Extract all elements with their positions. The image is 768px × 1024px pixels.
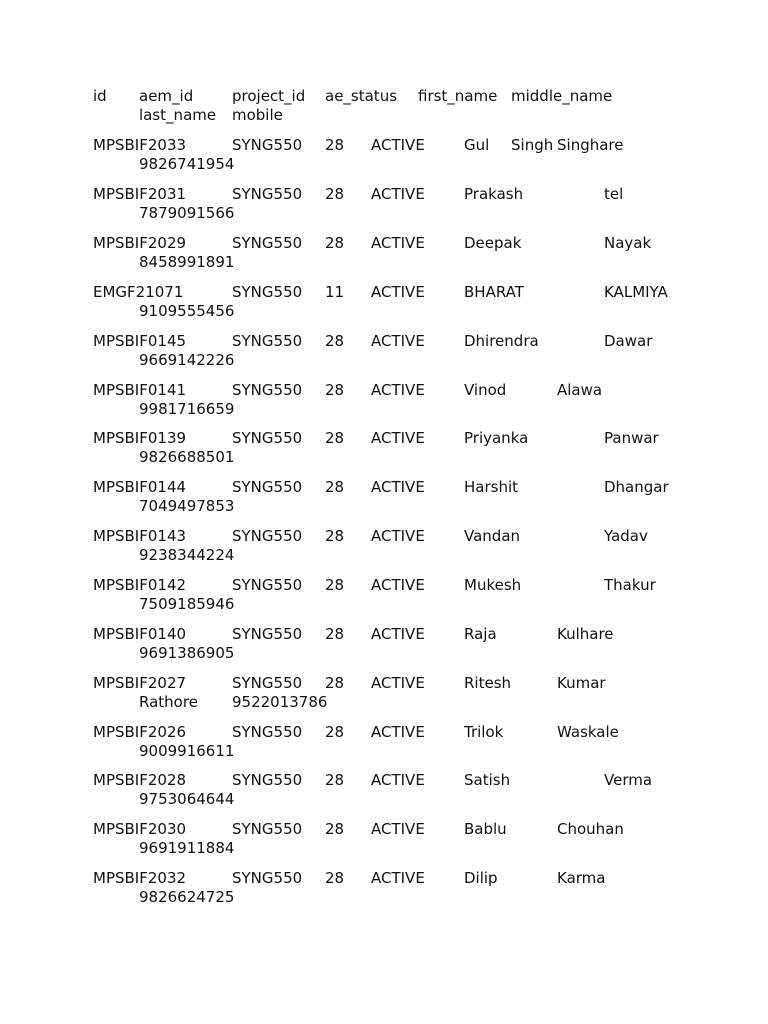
record-last-name: Dhangar	[604, 478, 669, 496]
record-id: MPSBIF0144	[93, 478, 187, 496]
record-first-name: Dilip	[464, 869, 498, 887]
record-first-name: Ritesh	[464, 674, 512, 692]
record-aem-id: SYNG550	[232, 820, 303, 838]
record-ae-status: ACTIVE	[371, 527, 425, 545]
header-aem-id: aem_id	[139, 87, 194, 105]
record-row	[93, 332, 753, 372]
record-project-id: 28	[325, 723, 345, 741]
record-project-id: 28	[325, 869, 345, 887]
record-ae-status: ACTIVE	[371, 478, 425, 496]
record-aem-id: SYNG550	[232, 625, 303, 643]
record-last-name: Thakur	[604, 576, 656, 594]
record-first-name: Prakash	[464, 185, 524, 203]
record-id: MPSBIF2033	[93, 136, 187, 154]
record-last-name: tel	[604, 185, 624, 203]
record-id: MPSBIF0142	[93, 576, 187, 594]
record-project-id: 11	[325, 283, 345, 301]
record-ae-status: ACTIVE	[371, 381, 425, 399]
record-project-id: 28	[325, 820, 345, 838]
record-id: EMGF21071	[93, 283, 184, 301]
record-id: MPSBIF0139	[93, 429, 187, 447]
record-ae-status: ACTIVE	[371, 283, 425, 301]
record-ae-status: ACTIVE	[371, 185, 425, 203]
record-ae-status: ACTIVE	[371, 234, 425, 252]
record-aem-id: SYNG550	[232, 771, 303, 789]
record-aem-id: SYNG550	[232, 674, 303, 692]
record-ae-status: ACTIVE	[371, 674, 425, 692]
record-first-name: Mukesh	[464, 576, 522, 594]
record-row	[93, 576, 753, 616]
record-first-name: Vandan	[464, 527, 521, 545]
record-mobile: 9669142226	[139, 351, 235, 369]
header-ae-status: ae_status	[325, 87, 398, 105]
record-middle-name: Alawa	[557, 381, 603, 399]
record-ae-status: ACTIVE	[371, 723, 425, 741]
record-last-name: KALMIYA	[604, 283, 668, 301]
record-project-id: 28	[325, 185, 345, 203]
record-last-name: Singhare	[557, 136, 624, 154]
record-project-id: 28	[325, 234, 345, 252]
record-aem-id: SYNG550	[232, 527, 303, 545]
record-row	[93, 723, 753, 763]
record-mobile: 7509185946	[139, 595, 235, 613]
record-first-name: Harshit	[464, 478, 519, 496]
record-aem-id: SYNG550	[232, 478, 303, 496]
header-row	[93, 87, 753, 127]
record-project-id: 28	[325, 381, 345, 399]
record-row	[93, 820, 753, 860]
record-last-name: Verma	[604, 771, 653, 789]
record-row	[93, 625, 753, 665]
record-mobile: 9238344224	[139, 546, 235, 564]
header-project-id: project_id	[232, 87, 306, 105]
record-row	[93, 478, 753, 518]
record-last-name: Dawar	[604, 332, 653, 350]
record-middle-name: Singh	[511, 136, 554, 154]
record-middle-name: Karma	[557, 869, 606, 887]
record-middle-name: Chouhan	[557, 820, 624, 838]
record-first-name: Gul	[464, 136, 490, 154]
record-mobile: 9109555456	[139, 302, 235, 320]
record-row	[93, 429, 753, 469]
record-first-name: Bablu	[464, 820, 507, 838]
record-middle-name: Kumar	[557, 674, 606, 692]
record-mobile: 7049497853	[139, 497, 235, 515]
record-first-name: Deepak	[464, 234, 522, 252]
header-id: id	[93, 87, 107, 105]
record-last-name: Panwar	[604, 429, 659, 447]
record-aem-id: SYNG550	[232, 185, 303, 203]
record-id: MPSBIF2026	[93, 723, 187, 741]
record-mobile: 9691386905	[139, 644, 235, 662]
record-aem-id: SYNG550	[232, 576, 303, 594]
record-project-id: 28	[325, 674, 345, 692]
record-ae-status: ACTIVE	[371, 771, 425, 789]
record-id: MPSBIF2030	[93, 820, 187, 838]
record-aem-id: SYNG550	[232, 429, 303, 447]
record-first-name: BHARAT	[464, 283, 524, 301]
record-mobile: 9826688501	[139, 448, 235, 466]
record-row	[93, 771, 753, 811]
record-mobile: 9826624725	[139, 888, 235, 906]
record-mobile: 9522013786	[232, 693, 328, 711]
record-aem-id: SYNG550	[232, 136, 303, 154]
record-row	[93, 527, 753, 567]
record-first-name: Dhirendra	[464, 332, 539, 350]
record-last-name: Yadav	[604, 527, 648, 545]
record-first-name: Satish	[464, 771, 511, 789]
record-ae-status: ACTIVE	[371, 869, 425, 887]
record-row	[93, 869, 753, 909]
record-ae-status: ACTIVE	[371, 332, 425, 350]
record-id: MPSBIF2028	[93, 771, 187, 789]
record-aem-id: SYNG550	[232, 381, 303, 399]
record-first-name: Trilok	[464, 723, 504, 741]
record-row	[93, 381, 753, 421]
record-ae-status: ACTIVE	[371, 429, 425, 447]
record-mobile: 9981716659	[139, 400, 235, 418]
record-mobile: 8458991891	[139, 253, 235, 271]
record-project-id: 28	[325, 527, 345, 545]
record-row	[93, 234, 753, 274]
record-row	[93, 283, 753, 323]
record-mobile: 9009916611	[139, 742, 235, 760]
record-project-id: 28	[325, 771, 345, 789]
record-mobile: 9753064644	[139, 790, 235, 808]
record-ae-status: ACTIVE	[371, 576, 425, 594]
record-mobile: 7879091566	[139, 204, 235, 222]
record-id: MPSBIF2027	[93, 674, 187, 692]
record-middle-name: Waskale	[557, 723, 619, 741]
header-first-name: first_name	[418, 87, 498, 105]
record-ae-status: ACTIVE	[371, 820, 425, 838]
record-id: MPSBIF0143	[93, 527, 187, 545]
record-last-name: Rathore	[139, 693, 198, 711]
record-aem-id: SYNG550	[232, 723, 303, 741]
record-mobile: 9826741954	[139, 155, 235, 173]
header-middle-name: middle_name	[511, 87, 613, 105]
record-project-id: 28	[325, 478, 345, 496]
record-ae-status: ACTIVE	[371, 136, 425, 154]
record-row	[93, 185, 753, 225]
record-project-id: 28	[325, 332, 345, 350]
record-id: MPSBIF0140	[93, 625, 187, 643]
record-aem-id: SYNG550	[232, 283, 303, 301]
record-last-name: Nayak	[604, 234, 652, 252]
record-middle-name: Kulhare	[557, 625, 614, 643]
record-aem-id: SYNG550	[232, 332, 303, 350]
record-project-id: 28	[325, 576, 345, 594]
header-mobile: mobile	[232, 106, 283, 124]
record-first-name: Priyanka	[464, 429, 529, 447]
record-id: MPSBIF2029	[93, 234, 187, 252]
record-id: MPSBIF0145	[93, 332, 187, 350]
record-mobile: 9691911884	[139, 839, 235, 857]
record-project-id: 28	[325, 429, 345, 447]
record-id: MPSBIF2031	[93, 185, 187, 203]
record-first-name: Raja	[464, 625, 497, 643]
record-ae-status: ACTIVE	[371, 625, 425, 643]
record-project-id: 28	[325, 136, 345, 154]
record-first-name: Vinod	[464, 381, 507, 399]
record-row	[93, 136, 753, 176]
record-aem-id: SYNG550	[232, 869, 303, 887]
record-id: MPSBIF2032	[93, 869, 187, 887]
record-id: MPSBIF0141	[93, 381, 187, 399]
header-last-name: last_name	[139, 106, 217, 124]
record-row	[93, 674, 753, 714]
record-aem-id: SYNG550	[232, 234, 303, 252]
record-project-id: 28	[325, 625, 345, 643]
